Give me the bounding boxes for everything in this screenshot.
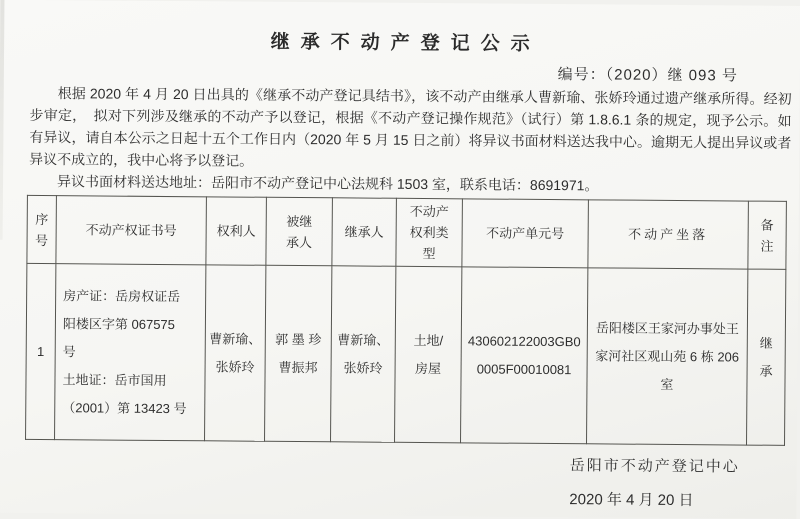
- col-header-seq: 序 号: [27, 195, 57, 263]
- registration-table: [25, 195, 787, 446]
- col-header-remark: 备 注: [748, 201, 787, 269]
- cell-unit-number: 430602122003GB0 0005F00010081: [461, 267, 588, 444]
- cell-heir: 曹新瑜、 张娇玲: [331, 266, 396, 442]
- cell-decedent: 郭 墨 珍 曹振邦: [265, 265, 332, 442]
- paragraph-contact-address: 异议书面材料送达地址：岳阳市不动产登记中心法规科 1503 室，联系电话：8691971。: [56, 173, 599, 194]
- col-header-unit-number: 不动产单元号: [462, 199, 589, 268]
- col-header-right-type: 不动产 权利类 型: [396, 198, 463, 267]
- page-title: 继承不动产登记公示: [270, 31, 541, 55]
- cell-remark: 继 承: [746, 269, 785, 445]
- table-row: [26, 263, 786, 445]
- table-header-row: [27, 195, 787, 269]
- cell-right-type: 土地/ 房屋: [395, 266, 462, 443]
- cell-location: 岳阳楼区王家河办事处王 家河社区观山苑 6 栋 206 室: [587, 268, 748, 445]
- col-header-decedent: 被继 承人: [266, 197, 333, 266]
- col-header-right-holder: 权利人: [206, 197, 267, 265]
- cell-right-holder: 曹新瑜、 张娇玲: [205, 265, 266, 441]
- paragraph-intro: 根据 2020 年 4 月 20 日出具的《继承不动产登记具结书》，该不动产由继承人曹新瑜、张娇玲通过遗产继承所得。经初步审定， 拟对下列涉及继承的不动产予以登记，根据《不动产登记操作规范》（试行）第 1.8.6.1 条的规定，现予公示。如有异议，请自本公示之日起十五个工作日内（2020 年 5 月 15 日之前）将异议书面材料送达我中心。逾期无人提出异议或者异议不成立的，我中心将予以登记。: [29, 85, 792, 169]
- issuer-name: 岳阳市不动产登记中心: [569, 457, 740, 476]
- scan-artifact: [0, 0, 4, 240]
- col-header-location: 不动产坐落: [588, 200, 749, 269]
- col-header-certificate: 不动产权证书号: [56, 196, 207, 265]
- col-header-heir: 继承人: [332, 198, 397, 267]
- doc-number: 编号：（2020）继 093 号: [557, 66, 738, 85]
- issue-date: 2020 年 4 月 20 日: [569, 491, 694, 510]
- cell-seq: 1: [26, 263, 56, 439]
- body-text: [29, 82, 792, 198]
- cell-certificate: 房产证：岳房权证岳 阳楼区字第 067575 号 土地证：岳市国用 （2001）第 13423 号: [55, 264, 206, 441]
